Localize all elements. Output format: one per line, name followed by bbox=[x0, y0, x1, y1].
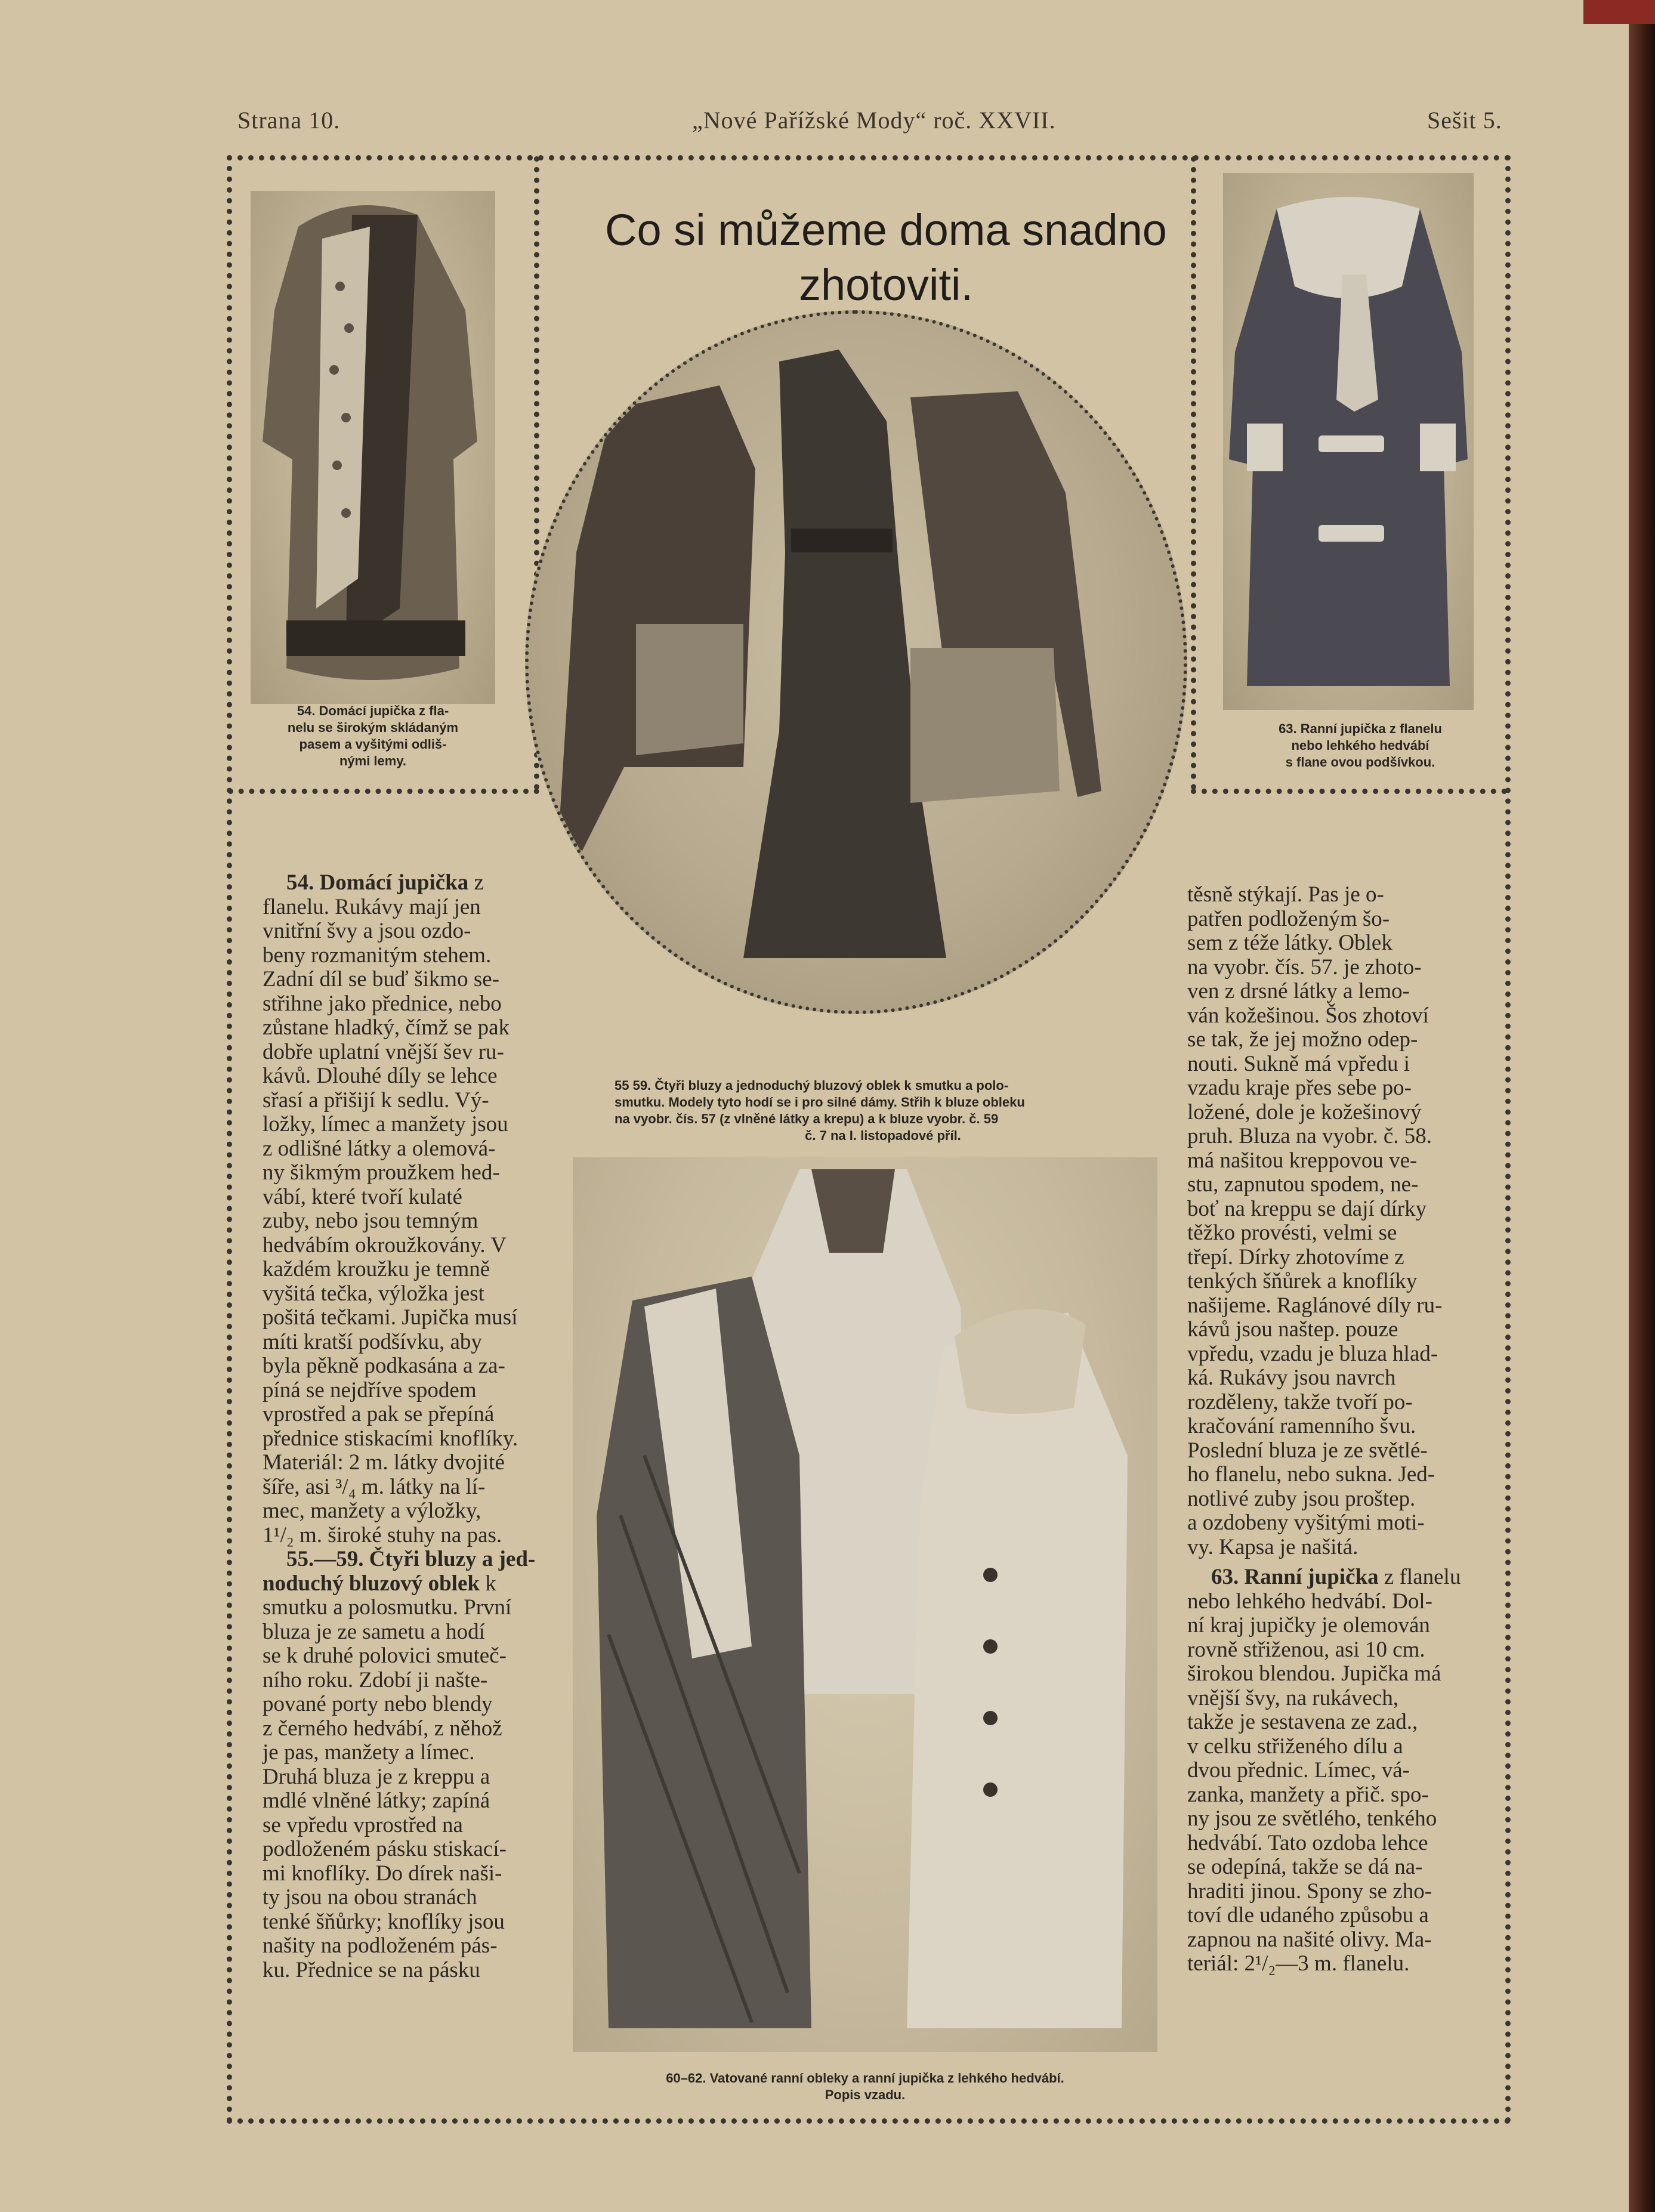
paragraph-continued-line: stu, zapnutou spodem, ne- bbox=[1187, 1172, 1419, 1197]
paragraph-54-line: vprostřed a pak se přepíná bbox=[263, 1402, 495, 1426]
caption-54-line: pasem a vyšitými odliš- bbox=[299, 737, 447, 752]
divider-left-bottom bbox=[228, 789, 539, 794]
paragraph-54-line: hedvábím okroužkovány. V bbox=[263, 1232, 507, 1258]
coat-illustration-63 bbox=[1223, 173, 1474, 710]
paragraph-63-line: zapnou na našité olivy. Ma- bbox=[1187, 1927, 1432, 1952]
right-text-column bbox=[1187, 883, 1474, 1976]
paragraph-continued-line: ván kožešinou. Šos zhotoví bbox=[1187, 1003, 1429, 1028]
paragraph-continued-line: ven z drsné látky a lemo- bbox=[1187, 979, 1410, 1003]
paragraph-55-59-line: se vpředu vprostřed na bbox=[263, 1812, 463, 1837]
paragraph-54-line: dobře uplatní vnější šev ru- bbox=[263, 1039, 504, 1064]
caption-63 bbox=[1241, 721, 1480, 771]
caption-55-59 bbox=[615, 1077, 1151, 1144]
caption-55-59-line: na vyobr. čís. 57 (z vlněné látky a krepu) a k bluze vyobr. č. 59 bbox=[615, 1111, 999, 1126]
paragraph-55-59-line: pované porty nebo blendy bbox=[263, 1692, 493, 1716]
caption-54 bbox=[254, 703, 492, 770]
paragraph-55-59-lead: 55.—59. Čtyři bluzy a jed- bbox=[286, 1547, 536, 1571]
paragraph-continued-line: ložené, dole je kožešinový bbox=[1187, 1099, 1422, 1124]
issue-number: Sešit 5. bbox=[1427, 107, 1502, 134]
paragraph-55-59-line: mdlé vlněné látky; zapíná bbox=[263, 1788, 490, 1813]
paragraph-63-line: takže je sestavena ze zad., bbox=[1187, 1710, 1418, 1734]
paragraph-63-line: nebo lehkého hedvábí. Dol- bbox=[1187, 1589, 1432, 1614]
paragraph-63-lead: 63. Ranní jupička bbox=[1211, 1565, 1379, 1589]
paragraph-54-line: šíře, asi ³/₄ m. látky na lí- bbox=[263, 1474, 486, 1499]
jacket-illustration-54 bbox=[251, 191, 495, 704]
paragraph-54-first-line bbox=[263, 871, 549, 895]
paragraph-63-text: z flanelu bbox=[1378, 1565, 1461, 1589]
caption-55-59-line: smutku. Modely tyto hodí se i pro silné dámy. Střih k bluze obleku bbox=[615, 1095, 1025, 1110]
journal-title: „Nové Pařížské Mody“ roč. XXVII. bbox=[692, 107, 1056, 134]
paragraph-63-line: rovně střiženou, asi 10 cm. bbox=[1187, 1637, 1425, 1662]
paragraph-54-line: flanelu. Rukávy mají jen bbox=[263, 894, 481, 919]
paragraph-55-59-line: je pas, manžety a límec. bbox=[263, 1740, 475, 1765]
paragraph-continued-line: vzadu kraje přes sebe po- bbox=[1187, 1076, 1412, 1100]
paragraph-continued-line: se tak, že jej možno odep- bbox=[1187, 1027, 1418, 1052]
paragraph-63-line: ní kraj jupičky je olemován bbox=[1187, 1613, 1430, 1638]
caption-54-line: 54. Domácí jupička z fla- bbox=[297, 703, 449, 718]
divider-right-bottom bbox=[1191, 789, 1507, 794]
paragraph-54-line: vyšitá tečka, výložka jest bbox=[263, 1281, 484, 1306]
paragraph-54-line: beny rozmanitým stehem. bbox=[263, 943, 492, 968]
page-spine bbox=[1629, 0, 1655, 2212]
paragraph-55-59-lead-bold: noduchý bluzový oblek bbox=[263, 1571, 480, 1596]
paragraph-63-line: hedvábí. Tato ozdoba lehce bbox=[1187, 1830, 1428, 1855]
figure-60-62-photo bbox=[573, 1157, 1157, 2052]
paragraph-54-line: z odlišné látky a olemová- bbox=[263, 1136, 496, 1161]
paragraph-55-59-line: ního roku. Zdobí ji našte- bbox=[263, 1667, 488, 1692]
paragraph-63-line: širokou blendou. Jupička má bbox=[1187, 1661, 1441, 1686]
paragraph-63-line: se odepíná, takže se dá na- bbox=[1187, 1855, 1423, 1879]
title-line-2: zhotoviti. bbox=[798, 260, 974, 310]
paragraph-63-line: teriál: 2¹/₂—3 m. flanelu. bbox=[1187, 1951, 1410, 1976]
paragraph-54-line: zuby, nebo jsou temným bbox=[263, 1209, 478, 1233]
paragraph-54-line: mec, manžety a výložky, bbox=[263, 1499, 481, 1523]
paragraph-55-59-line: smutku a polosmutku. První bbox=[263, 1595, 512, 1620]
paragraph-54-line: 1¹/₂ m. široké stuhy na pas. bbox=[263, 1522, 502, 1547]
figure-54-photo bbox=[251, 191, 495, 704]
blouses-illustration-55-59 bbox=[529, 314, 1185, 1012]
figure-55-59-photo bbox=[525, 310, 1187, 1014]
caption-60-62-line: 60–62. Vatované ranní obleky a ranní jupička z lehkého hedvábí. bbox=[666, 2071, 1064, 2086]
paragraph-63-line: ny jsou ze světlého, tenkého bbox=[1187, 1806, 1437, 1831]
paragraph-continued-line: notlivé zuby jsou proštep. bbox=[1187, 1486, 1416, 1511]
paragraph-55-59-line: mi knoflíky. Do dírek naši- bbox=[263, 1861, 502, 1886]
paragraph-continued-line: rozděleny, takže tvoří po- bbox=[1187, 1389, 1413, 1414]
paragraph-54-line: pošitá tečkami. Jupička musí bbox=[263, 1305, 518, 1330]
paragraph-55-59-line: se k druhé polovici smuteč- bbox=[263, 1643, 507, 1668]
caption-54-line: nelu se širokým skládaným bbox=[287, 720, 459, 735]
paragraph-55-59-line: z černého hedvábí, z něhož bbox=[263, 1716, 502, 1741]
paragraph-continued-line: vy. Kapsa je našitá. bbox=[1187, 1534, 1358, 1559]
paragraph-continued-line: tenkých šňůrek a knoflíky bbox=[1187, 1269, 1418, 1293]
paragraph-54-line: Materiál: 2 m. látky dvojité bbox=[263, 1450, 505, 1475]
paragraph-55-59-line: bluza je ze sametu a hodí bbox=[263, 1619, 485, 1644]
paragraph-54-line: kávů. Dlouhé díly se lehce bbox=[263, 1064, 498, 1088]
paragraph-55-59-line: ty jsou na obou stranách bbox=[263, 1885, 477, 1910]
paragraph-63-line: toví dle udaného způsobu a bbox=[1187, 1903, 1429, 1927]
paragraph-63-line: zanka, manžety a přič. spo- bbox=[1187, 1782, 1429, 1807]
paragraph-continued-line: našijeme. Raglánové díly ru- bbox=[1187, 1293, 1443, 1318]
paragraph-54-line: přednice stiskacími knoflíky. bbox=[263, 1426, 518, 1451]
spine-mark bbox=[1583, 0, 1655, 24]
paragraph-55-59-line: ku. Přednice se na pásku bbox=[263, 1957, 480, 1982]
paragraph-54-line: vábí, které tvoří kulaté bbox=[263, 1184, 462, 1209]
paragraph-55-59-line: Druhá bluza je z kreppu a bbox=[263, 1764, 490, 1789]
paragraph-55-59-text: k bbox=[479, 1571, 496, 1596]
paragraph-63-line: dvou přednic. Límec, vá- bbox=[1187, 1758, 1410, 1782]
paragraph-54-line: Zadní díl se buď šikmo se- bbox=[263, 967, 499, 991]
paragraph-55-59-line: tenké šňůrky; knoflíky jsou bbox=[263, 1909, 505, 1934]
caption-55-59-line: 55 59. Čtyři bluzy a jednoduchý bluzový oblek k smutku a polo- bbox=[615, 1078, 1009, 1093]
paragraph-continued-line: sem z téže látky. Oblek bbox=[1187, 931, 1392, 955]
left-text-column bbox=[263, 871, 549, 1982]
paragraph-continued-line: kávů jsou naštep. pouze bbox=[1187, 1317, 1398, 1342]
paragraph-continued-line: a ozdobeny vyšitými moti- bbox=[1187, 1510, 1425, 1535]
paragraph-54-lead: 54. Domácí jupička bbox=[286, 870, 469, 895]
paragraph-continued-line: ká. Rukávy jsou navrch bbox=[1187, 1365, 1396, 1390]
caption-63-line: nebo lehkého hedvábí bbox=[1291, 738, 1429, 753]
paragraph-55-59-line: podloženém pásku stiskací- bbox=[263, 1837, 507, 1861]
paragraph-54-line: byla pěkně podkasána a za- bbox=[263, 1354, 505, 1378]
paragraph-continued-line: patřen podloženým šo- bbox=[1187, 906, 1390, 931]
paragraph-54-line: střihne jako přednice, nebo bbox=[263, 991, 502, 1016]
title-line-1: Co si můžeme doma snadno bbox=[605, 205, 1167, 255]
paragraph-63-line: vnější švy, na rukávech, bbox=[1187, 1685, 1399, 1710]
paragraph-continued-line: ho flanelu, nebo sukna. Jed- bbox=[1187, 1462, 1435, 1487]
paragraph-54-line: míti kratší podšívku, aby bbox=[263, 1329, 482, 1354]
article-title bbox=[573, 203, 1199, 313]
paragraph-continued-line: třepí. Dírky zhotovíme z bbox=[1187, 1244, 1404, 1269]
paragraph-continued-line: má našitou kreppovou ve- bbox=[1187, 1148, 1418, 1173]
paragraph-63-line: v celku střiženého dílu a bbox=[1187, 1734, 1403, 1759]
coats-illustration-60-62 bbox=[573, 1157, 1157, 2052]
paragraph-continued-line: nouti. Sukně má vpředu i bbox=[1187, 1051, 1410, 1076]
caption-54-line: nými lemy. bbox=[339, 753, 407, 768]
caption-55-59-line: č. 7 na I. listopadové příl. bbox=[805, 1128, 961, 1143]
page-number: Strana 10. bbox=[237, 107, 341, 134]
paragraph-54-line: každém kroužku je temně bbox=[263, 1257, 490, 1281]
paragraph-continued-line: těsně stýkají. Pas je o- bbox=[1187, 882, 1384, 907]
figure-63-photo bbox=[1223, 173, 1474, 710]
paragraph-54-line: zůstane hladký, čímž se pak bbox=[263, 1015, 510, 1040]
paragraph-54-line: ny šikmým proužkem hed- bbox=[263, 1160, 500, 1185]
paragraph-55-59-line: našity na podloženém pás- bbox=[263, 1933, 498, 1958]
paragraph-continued-line: boť na kreppu se dají dírky bbox=[1187, 1196, 1427, 1221]
paragraph-54-text: z bbox=[468, 870, 484, 895]
paragraph-continued-line: pruh. Bluza na vyobr. č. 58. bbox=[1187, 1124, 1432, 1148]
paragraph-54-line: vnitřní švy a jsou ozdo- bbox=[263, 919, 471, 943]
paragraph-continued-line: Poslední bluza je ze světlé- bbox=[1187, 1438, 1428, 1463]
paragraph-63-line: hraditi jinou. Spony se zho- bbox=[1187, 1879, 1432, 1904]
paragraph-continued-line: na vyobr. čís. 57. je zhoto- bbox=[1187, 954, 1422, 980]
paragraph-continued-line: těžko provésti, velmi se bbox=[1187, 1221, 1397, 1245]
paragraph-63-first-line bbox=[1187, 1565, 1474, 1590]
caption-60-62 bbox=[597, 2070, 1134, 2103]
paragraph-continued-line: kračování ramenního švu. bbox=[1187, 1414, 1416, 1438]
paragraph-54-line: sřasí a přišijí k sedlu. Vý- bbox=[263, 1088, 489, 1113]
caption-63-line: 63. Ranní jupička z flanelu bbox=[1279, 721, 1442, 736]
paragraph-55-59-lead2 bbox=[263, 1572, 549, 1596]
paragraph-continued-line: vpředu, vzadu je bluza hlad- bbox=[1187, 1341, 1438, 1366]
paragraph-54-line: píná se nejdříve spodem bbox=[263, 1377, 477, 1402]
paragraph-54-line: ložky, límec a manžety jsou bbox=[263, 1112, 508, 1136]
caption-63-line: s flane ovou podšívkou. bbox=[1285, 755, 1435, 770]
caption-60-62-line: Popis vzadu. bbox=[825, 2087, 906, 2102]
